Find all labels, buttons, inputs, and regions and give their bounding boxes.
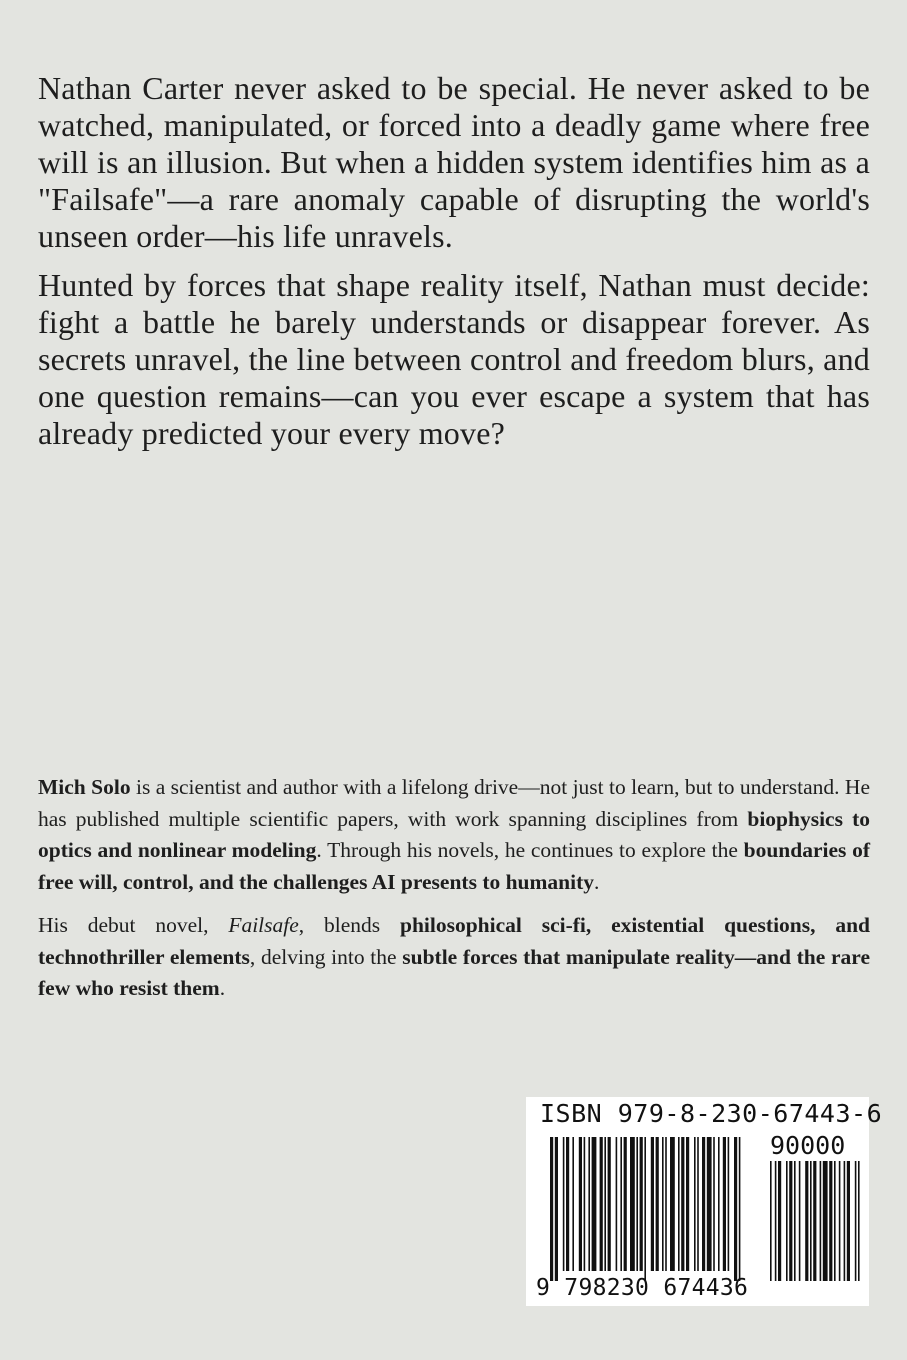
barcode-bar xyxy=(829,1161,832,1281)
price-addon: 90000 xyxy=(770,1131,846,1160)
barcode-bar xyxy=(834,1161,836,1281)
barcode-bar xyxy=(620,1137,622,1271)
barcode-bar xyxy=(579,1137,582,1271)
barcode-bar xyxy=(707,1137,712,1271)
barcode-bar xyxy=(794,1161,796,1281)
back-cover-blurb xyxy=(38,70,870,464)
barcode-bar xyxy=(644,1137,646,1281)
bio-paragraph-1: Mich Solo is a scientist and author with a lifelong drive—not just to learn, but to understand. He has published multiple scientific papers, with work spanning disciplines from biophysics to optics and nonlinear modeling. Through his novels, he continues to explore the boundaries of free will, control, and the challenges AI presents to humanity. xyxy=(38,775,870,894)
barcode-bar xyxy=(820,1161,822,1281)
barcode-bar xyxy=(563,1137,565,1271)
barcode-bar xyxy=(588,1137,590,1271)
barcode-bar xyxy=(665,1137,667,1271)
barcode-bar xyxy=(739,1137,741,1281)
barcode-bar xyxy=(805,1161,808,1281)
barcode-bar xyxy=(847,1161,850,1281)
barcode-bar xyxy=(723,1137,726,1271)
barcode-bar xyxy=(844,1161,846,1281)
barcode-bar xyxy=(734,1137,737,1281)
barcode-bar xyxy=(662,1137,664,1271)
isbn-label: ISBN 979-8-230-67443-6 xyxy=(540,1099,883,1128)
barcode-bar xyxy=(810,1161,812,1281)
barcode-bar xyxy=(694,1137,696,1271)
barcode-bar xyxy=(789,1161,792,1281)
barcode-bar xyxy=(686,1137,689,1271)
barcode-bar xyxy=(786,1161,788,1281)
barcode-bar xyxy=(624,1137,627,1271)
barcode-bar xyxy=(572,1137,574,1271)
barcode-bar xyxy=(775,1161,777,1281)
barcode-bar xyxy=(555,1137,558,1281)
barcode-bar xyxy=(608,1137,611,1271)
barcode-bar xyxy=(630,1137,635,1271)
book-title: Failsafe xyxy=(228,913,299,937)
barcode-bar xyxy=(651,1137,654,1271)
barcode-bar xyxy=(770,1161,772,1281)
barcode-bar xyxy=(616,1137,618,1271)
barcode-bar xyxy=(855,1161,857,1281)
author-bio xyxy=(38,772,870,1017)
barcode-bar xyxy=(858,1161,860,1281)
barcode-bar xyxy=(670,1137,675,1271)
barcode-bar xyxy=(702,1137,705,1271)
barcode-bar xyxy=(566,1137,569,1271)
barcode-bar xyxy=(718,1137,720,1271)
barcode-bar xyxy=(823,1161,828,1281)
barcode-digits: 9 798230 674436 xyxy=(536,1275,749,1301)
barcode-bar xyxy=(813,1161,816,1281)
isbn-barcode xyxy=(526,1097,883,1306)
barcode-bar xyxy=(728,1137,730,1271)
barcode-bar xyxy=(604,1137,606,1271)
barcode-bar xyxy=(584,1137,586,1271)
barcode-bar xyxy=(713,1137,715,1271)
barcode-bar xyxy=(778,1161,781,1281)
barcode-bar xyxy=(592,1137,597,1271)
barcode-bar xyxy=(697,1137,699,1271)
barcode-bar xyxy=(678,1137,680,1271)
barcode-bar xyxy=(681,1137,684,1271)
barcode-bar xyxy=(600,1137,603,1271)
barcode-bar xyxy=(656,1137,659,1271)
bio-paragraph-2: His debut novel, Failsafe, blends philosophical sci-fi, existential questions, and technothriller elements, delving into the subtle forces that manipulate reality—and the rare few who resist them. xyxy=(38,913,871,1000)
barcode-bar xyxy=(799,1161,801,1281)
barcode-bar xyxy=(640,1137,643,1271)
barcode-bar xyxy=(839,1161,841,1281)
blurb-paragraph-2: Hunted by forces that shape reality itself, Nathan must decide: fight a battle he barely understands or disappear forever. As secrets unravel, the line between control and freedom blurs, and one question remains—can you ever escape a system that has already predicted your every move? xyxy=(38,267,870,451)
blurb-paragraph-1: Nathan Carter never asked to be special. He never asked to be watched, manipulated, or forced into a deadly game where free will is an illusion. But when a hidden system identifies him as a "Failsafe"—a rare anomaly capable of disrupting the world's unseen order—his life unravels. xyxy=(38,70,870,254)
author-name: Mich Solo xyxy=(38,775,131,799)
barcode-bar xyxy=(550,1137,553,1281)
barcode-bar xyxy=(636,1137,638,1271)
